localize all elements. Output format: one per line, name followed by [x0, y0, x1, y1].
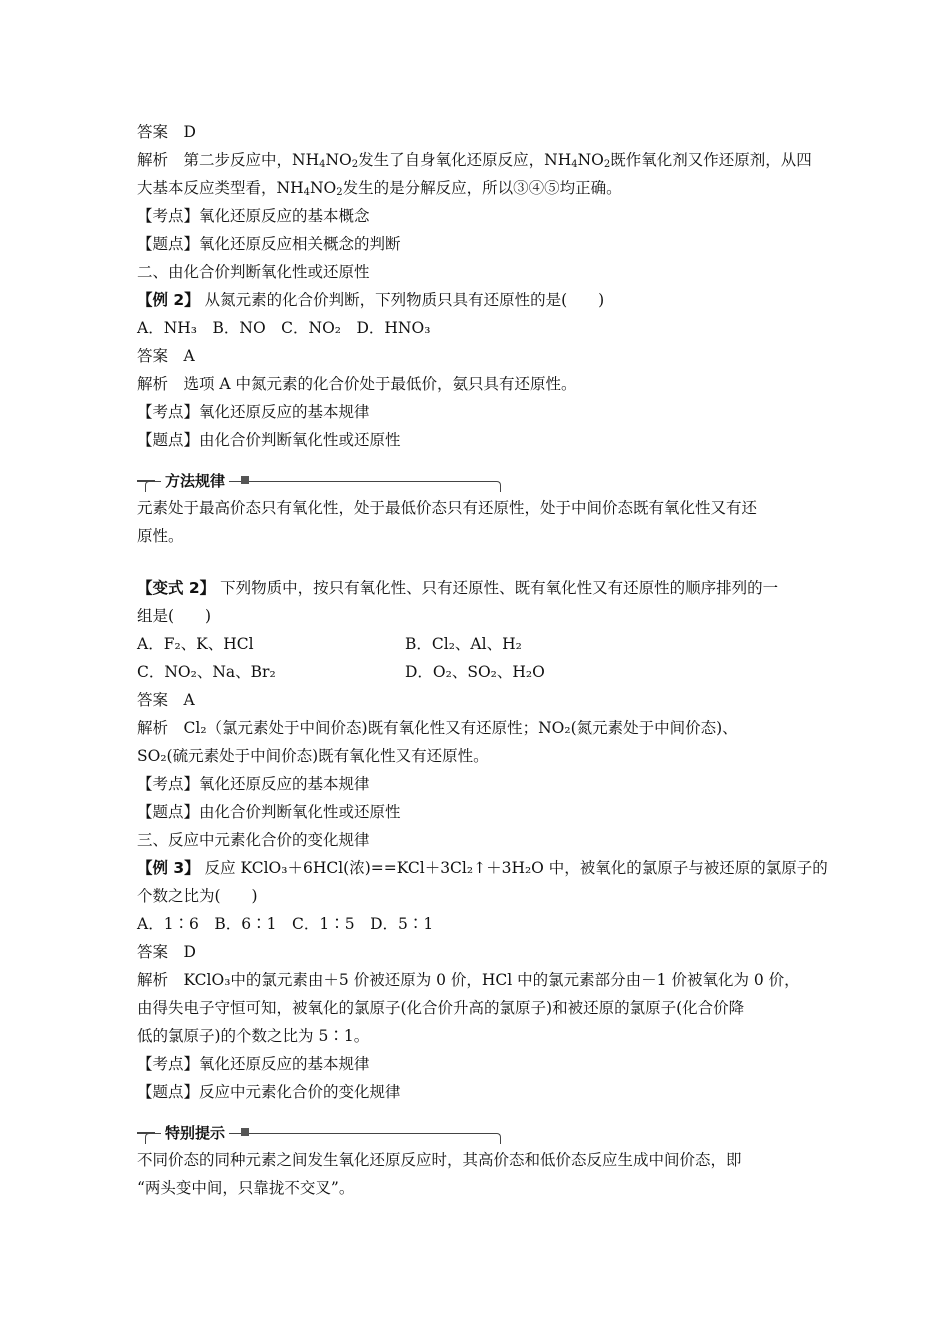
- box-title: [161, 1122, 229, 1143]
- section-heading: 三、反应中元素化合价的变化规律: [137, 831, 370, 849]
- section-heading: 二、由化合价判断氧化性或还原性: [137, 263, 370, 281]
- analysis-text: 既作氧化剂又作还原剂，从四: [610, 151, 812, 169]
- box-text: 不同价态的同种元素之间发生氧化还原反应时，其高价态和低价态反应生成中间价态，即: [137, 1151, 742, 1169]
- example-line: [137, 290, 604, 310]
- analysis-line: 解析 第二步反应中，$NH_4NO_2$发生了自身氧化还原反应，$NH_4NO_2$既作氧化剂又作还原剂，从四: [137, 151, 812, 170]
- analysis-text: 发生的是分解反应，所以③④⑤均正确。: [342, 179, 622, 197]
- analysis-line: 由得失电子守恒可知，被氧化的氯原子(化合价升高的氯原子)和被还原的氯原子(化合价降: [137, 999, 745, 1017]
- example-text: 从氮元素的化合价判断，下列物质只具有还原性的是( ): [204, 291, 605, 309]
- analysis-line: 解析 Cl₂（氯元素处于中间价态)既有氧化性又有还原性；NO₂(氮元素处于中间价态)、: [137, 719, 738, 737]
- box-dash: [137, 1132, 155, 1134]
- tidian-line: 【题点】反应中元素化合价的变化规律: [137, 1083, 401, 1101]
- analysis-line: 解析 选项 A 中氮元素的化合价处于最低价，氨只具有还原性。: [137, 375, 577, 393]
- answer-line: 答案 D: [137, 123, 196, 141]
- variant-label: 【变式 2】: [137, 579, 216, 597]
- options-line: A．NH₃ B．NO C．NO₂ D．HNO₃: [137, 319, 431, 337]
- analysis-line: SO₂(硫元素处于中间价态)既有氧化性又有还原性。: [137, 747, 489, 765]
- option-a: A．F₂、K、HCl: [137, 635, 254, 653]
- variant-text: 下列物质中，按只有氧化性、只有还原性、既有氧化性又有还原性的顺序排列的一: [220, 579, 779, 597]
- kaodian-line: 【考点】氧化还原反应的基本规律: [137, 1055, 370, 1073]
- kaodian-line: 【考点】氧化还原反应的基本概念: [137, 207, 370, 225]
- box-title-text: 方法规律: [165, 472, 226, 490]
- options-row: [137, 634, 822, 654]
- box-dash: [137, 480, 155, 482]
- example-line: 个数之比为( ): [137, 887, 258, 905]
- analysis-line: 大基本反应类型看，$NH_4NO_2$发生的是分解反应，所以③④⑤均正确。: [137, 179, 622, 198]
- option-b: B．Cl₂、Al、H₂: [405, 635, 522, 653]
- tidian-line: 【题点】氧化还原反应相关概念的判断: [137, 235, 401, 253]
- analysis-text: 大基本反应类型看，NH: [137, 179, 304, 197]
- variant-line: 组是( ): [137, 607, 212, 625]
- analysis-text: 发生了自身氧化还原反应，NH: [358, 151, 572, 169]
- tidian-line: 【题点】由化合价判断氧化性或还原性: [137, 431, 401, 449]
- box-text: 原性。: [137, 527, 184, 545]
- answer-line: 答案 A: [137, 347, 195, 365]
- box-title: [161, 470, 229, 491]
- analysis-text: NO: [309, 179, 337, 197]
- example-label: 【例 2】: [137, 291, 200, 309]
- options-line: A．1∶6 B．6∶1 C．1∶5 D．5∶1: [137, 915, 434, 933]
- kaodian-line: 【考点】氧化还原反应的基本规律: [137, 403, 370, 421]
- example-line: [137, 858, 828, 878]
- box-text: 元素处于最高价态只有氧化性，处于最低价态只有还原性，处于中间价态既有氧化性又有还: [137, 499, 758, 517]
- example-text: 反应 KClO₃＋6HCl(浓)==KCl＋3Cl₂↑＋3H₂O 中，被氧化的氯原子与被还原的氯原子的: [204, 859, 828, 877]
- option-c: C．NO₂、Na、Br₂: [137, 663, 276, 681]
- answer-line: 答案 A: [137, 691, 195, 709]
- tidian-line: 【题点】由化合价判断氧化性或还原性: [137, 803, 401, 821]
- analysis-text: NO: [577, 151, 604, 169]
- variant-line: [137, 578, 778, 598]
- box-title-text: 特别提示: [165, 1124, 226, 1142]
- answer-line: 答案 D: [137, 943, 196, 961]
- kaodian-line: 【考点】氧化还原反应的基本规律: [137, 775, 370, 793]
- method-box-header: [137, 472, 501, 500]
- options-row: [137, 662, 822, 682]
- box-text: “两头变中间，只靠拢不交叉”。: [137, 1179, 355, 1197]
- box-marker: [241, 476, 249, 484]
- example-label: 【例 3】: [137, 859, 200, 877]
- analysis-text: 解析 第二步反应中，NH: [137, 151, 320, 169]
- analysis-text: NO: [325, 151, 352, 169]
- option-d: D．O₂、SO₂、H₂O: [405, 663, 545, 681]
- tip-box-header: [137, 1124, 501, 1152]
- analysis-line: 解析 KClO₃中的氯元素由＋5 价被还原为 0 价，HCl 中的氯元素部分由－1 价被氧化为 0 价，: [137, 971, 800, 989]
- box-marker: [241, 1128, 249, 1136]
- analysis-line: 低的氯原子)的个数之比为 5∶1。: [137, 1027, 370, 1045]
